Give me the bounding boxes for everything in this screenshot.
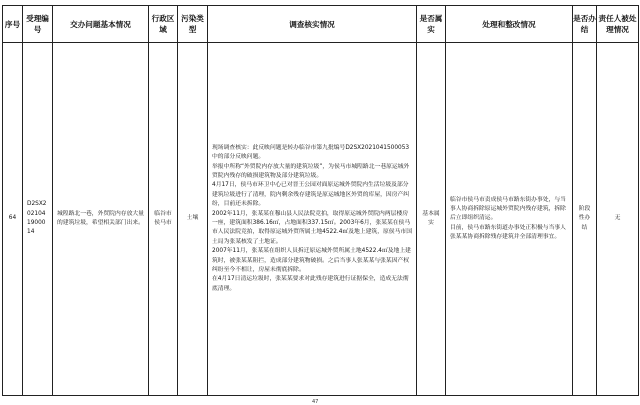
header-seq: 序号 bbox=[3, 6, 23, 43]
case-table bbox=[2, 5, 639, 396]
header-case-no: 受理编号 bbox=[23, 6, 53, 43]
investigation-paragraph: 现场调查核实：此反映问题是转办临谷市第九批编号D2SX2021041500053中的部分反映问题。 bbox=[212, 144, 410, 161]
cell-investigation bbox=[208, 43, 417, 396]
header-closed: 是否办结 bbox=[573, 6, 597, 43]
cell-pollution-type: 土壤 bbox=[178, 43, 208, 396]
header-investigation: 调查核实情况 bbox=[208, 6, 417, 43]
cell-closed: 阶段性办结 bbox=[573, 43, 597, 396]
cell-handling bbox=[446, 43, 573, 396]
cell-seq: 64 bbox=[3, 43, 23, 396]
cell-accountability: 无 bbox=[597, 43, 639, 396]
header-region: 行政区域 bbox=[149, 6, 178, 43]
cell-problem: 城隍路北一巷，外贸院内存放大量的建筑垃圾，希望相关部门出来。 bbox=[53, 43, 149, 396]
header-verified: 是否属实 bbox=[417, 6, 446, 43]
header-handling: 处理和整改情况 bbox=[446, 6, 573, 43]
handling-paragraph: 目前，侯马市路东街道办事处正积极与当事人张某某协商拆除残存建筑并全部清理事宜。 bbox=[450, 224, 566, 241]
investigation-paragraph: 2002年11月，张某某在穆山县人民法院竞拍，取得原运城外贸院内两层楼房一座，建筑面积386.16㎡，占地面积337.15㎡。2003年6月，张某某在侯马市人民法院竞拍，取得原运城外贸所属土地4522.4㎡及地上建筑，原侯马市国土局为张某核发了土地证。 bbox=[212, 210, 412, 245]
handling-paragraph: 临谷市侯马市责成侯马市路东街办事处，与当事人协商拆除原运城外贸院内残存建筑，拆除后立即组织清运。 bbox=[450, 196, 566, 222]
cell-region: 临谷市侯马市 bbox=[149, 43, 178, 396]
investigation-paragraph: 在4月17日清运垃圾时，张某某要求对此残存建筑进行证据保全，造成无法彻底清理。 bbox=[212, 276, 409, 292]
investigation-paragraph: 举报中所称“外贸院内存放大量的建筑垃圾”，为侯马市城隍路北一巷原运城外贸院内残存的破损建筑物及部分建筑垃圾。 bbox=[212, 163, 410, 180]
table-header-row bbox=[3, 6, 639, 43]
header-pollution-type: 污染类型 bbox=[178, 6, 208, 43]
page-number: 47 bbox=[312, 399, 319, 405]
cell-case-no: D2SX2021041900014 bbox=[23, 43, 53, 396]
investigation-paragraph: 2007年11月，张某某在组织人员拆迁原运城外贸所属土地4522.4㎡及地上建筑时，被张某某阻拦，造成部分建筑物破损。之后当事人张某某与张某因产权纠纷至今不相让，房屋未彻底拆除。 bbox=[212, 248, 411, 273]
header-problem: 交办问题基本情况 bbox=[53, 6, 149, 43]
header-accountability: 责任人被处理情况 bbox=[597, 6, 639, 43]
table-row bbox=[3, 43, 639, 396]
investigation-paragraph: 4月17日，侯马市环卫中心已对晋王公园对面原运城外贸院内生活垃圾及部分建筑垃圾进行了清理，院内剩余残存建筑是原运城地区外贸的库屋，因房产纠纷，目前还未拆除。 bbox=[212, 182, 410, 208]
cell-verified: 基本属实 bbox=[417, 43, 446, 396]
